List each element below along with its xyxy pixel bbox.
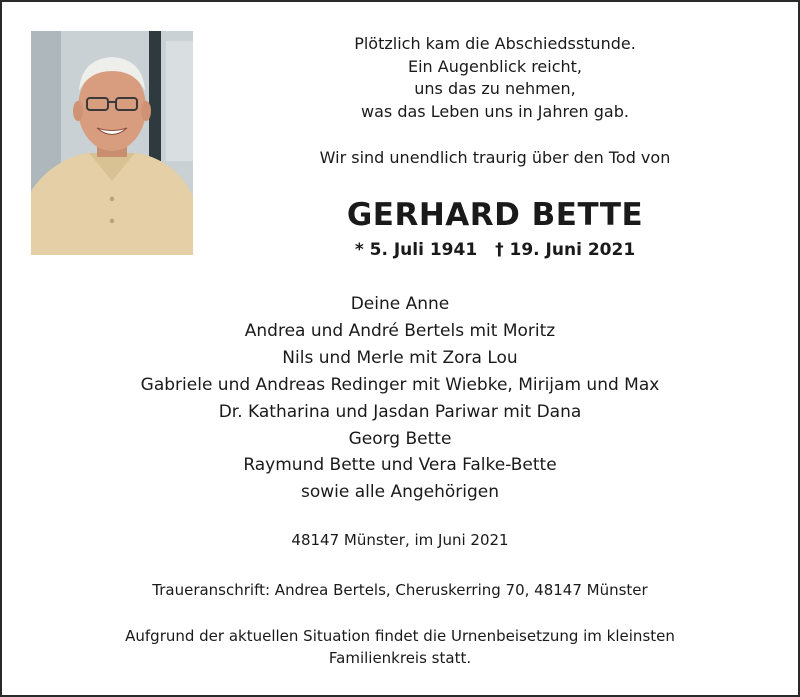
family-member: Raymund Bette und Vera Falke-Bette — [243, 455, 557, 476]
family-list — [0, 291, 800, 506]
mourning-address: Traueranschrift: Andrea Bertels, Cheruskerring 70, 48147 Münster — [152, 581, 648, 599]
portrait-photo — [31, 31, 193, 255]
family-member: Andrea und André Bertels mit Moritz — [244, 320, 556, 341]
poem-line: was das Leben uns in Jahren gab. — [361, 101, 629, 121]
family-member: Nils und Merle mit Zora Lou — [282, 347, 518, 368]
poem-line: Ein Augenblick reicht, — [407, 56, 582, 76]
intro-text: Wir sind unendlich traurig über den Tod von — [319, 148, 671, 167]
notice-line: Familienkreis statt. — [328, 649, 472, 667]
birth-date: * 5. Juli 1941 — [354, 240, 478, 260]
poem-line: Plötzlich kam die Abschiedsstunde. — [354, 34, 636, 53]
place-date: 48147 Münster, im Juni 2021 — [291, 531, 509, 549]
deceased-name: GERHARD BETTE — [346, 197, 644, 233]
family-member: Dr. Katharina und Jasdan Pariwar mit Dana — [218, 401, 582, 422]
family-member: Gabriele und Andreas Redinger mit Wiebke, Mirijam und Max — [140, 374, 660, 395]
portrait-illustration — [31, 31, 193, 255]
family-member: Deine Anne — [350, 294, 450, 314]
funeral-notice — [90, 625, 710, 669]
poem — [205, 33, 785, 123]
death-date: † 19. Juni 2021 — [495, 240, 636, 260]
family-member: sowie alle Angehörigen — [300, 482, 500, 503]
family-member: Georg Bette — [348, 428, 452, 449]
poem-line: uns das zu nehmen, — [414, 79, 576, 98]
life-dates — [205, 238, 785, 262]
notice-line: Aufgrund der aktuellen Situation findet die Urnenbeisetzung im kleinsten — [125, 627, 675, 645]
